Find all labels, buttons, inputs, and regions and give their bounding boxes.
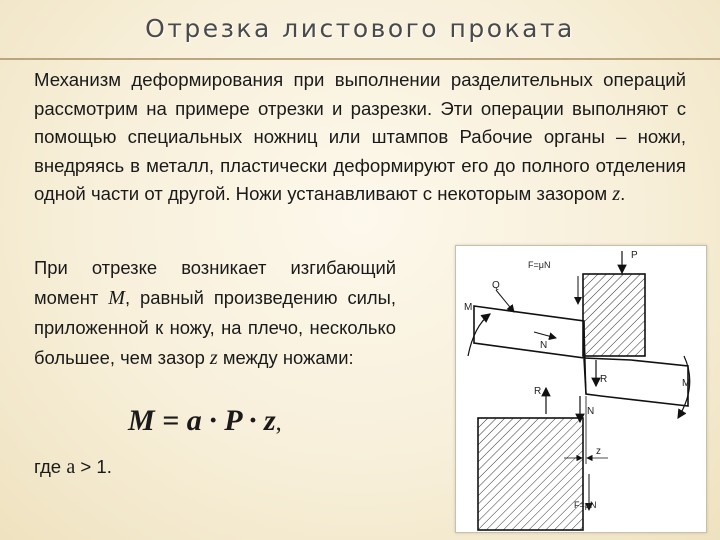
cutting-diagram [455, 245, 707, 533]
gap-variable: z [612, 183, 621, 206]
gap-variable-2: z [209, 346, 218, 369]
moment-text-a: При отрезке возникает изгибающий момент [34, 257, 396, 308]
intro-text: Механизм деформирования при выполнении разделительных операций рассмотрим на примере отрезки и разрезки. Эти операции выполняют с помощью специальных ножниц или штампов Рабочие органы – ножи, внедряясь в металл, пластически деформируют его до полного отделения одной части от другой. Ножи устанавливают с некоторым зазором [34, 69, 686, 205]
formula-text: M = a · P · z [128, 404, 276, 437]
moment-text-b: , равный произведению силы, приложенной к ножу, на плечо, несколько большее, чем зазор [34, 286, 396, 368]
label-P: P [631, 250, 638, 261]
label-N-upper: N [540, 340, 548, 351]
where-prefix: где [34, 456, 62, 477]
label-Q: Q [492, 280, 500, 291]
moment-variable: M [108, 286, 125, 309]
cutting-diagram-svg [456, 246, 706, 532]
moment-paragraph [34, 253, 396, 373]
where-suffix: > 1. [80, 456, 112, 477]
slide-title: Отрезка листового проката [145, 14, 575, 43]
where-clause [34, 456, 112, 479]
sheet-metal [474, 306, 691, 406]
label-friction-top: F=μN [528, 260, 551, 270]
moment-text-c: между ножами: [222, 346, 354, 368]
coefficient-variable: a [66, 456, 76, 478]
intro-paragraph [34, 66, 686, 209]
label-z: z [596, 446, 601, 457]
lower-knife [478, 418, 583, 530]
label-M-right: M [682, 378, 691, 389]
label-R-left: R [534, 386, 542, 397]
label-friction-bottom: F=μN [574, 500, 597, 510]
label-N-lower: N [587, 406, 595, 417]
label-M-left: M [464, 302, 473, 313]
moment-formula [128, 404, 282, 438]
formula-comma: , [275, 410, 282, 436]
upper-knife [583, 274, 645, 356]
label-R-right: R [600, 374, 608, 385]
title-divider [0, 58, 720, 60]
intro-end: . [620, 183, 626, 205]
